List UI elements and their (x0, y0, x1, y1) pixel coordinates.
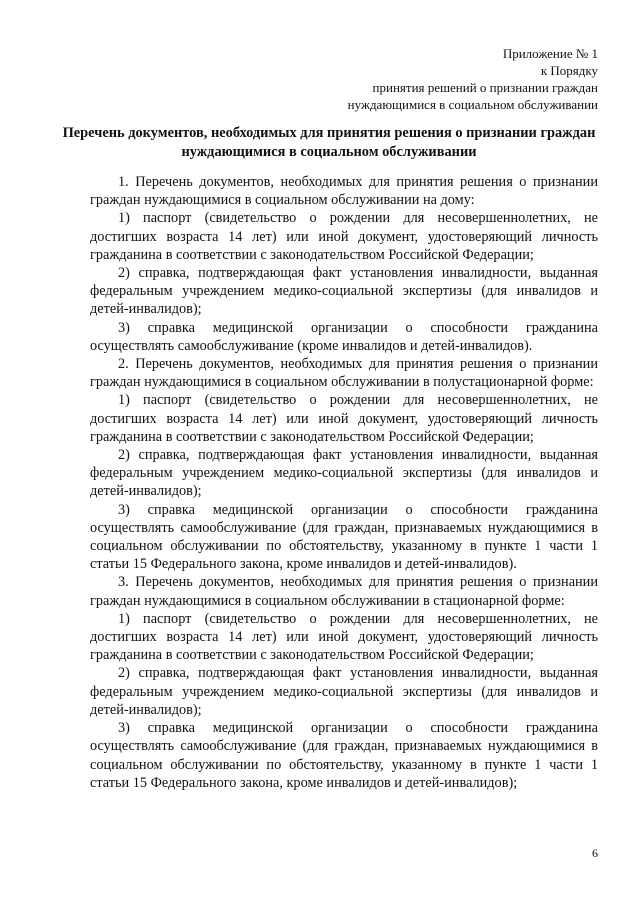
list-item: 1) паспорт (свидетельство о рождении для несовершеннолетних, не достигших возраста 14 лет) или иной документ, удостоверяющий личность гражданина в соответствии с законодательством Российской Федерации; (90, 210, 598, 263)
section-1-heading: 1. Перечень документов, необходимых для принятия решения о признании граждан нуждающимися в социальном обслуживании на дому: (90, 174, 598, 209)
appendix-line: принятия решений о признании граждан (372, 80, 598, 95)
page-number: 6 (592, 846, 598, 860)
appendix-line: к Порядку (540, 63, 598, 78)
list-item: 3) справка медицинской организации о способности гражданина осуществлять самообслуживание (для граждан, признаваемых нуждающимися в социальном обслуживании по обстоятельству, указанному в пункте 1 части 1 статьи 15 Федерального закона, кроме инвалидов и детей-инвалидов). (90, 501, 598, 573)
list-item: 2) справка, подтверждающая факт установления инвалидности, выданная федеральным учреждением медико-социальной экспертизы (для инвалидов и детей-инвалидов); (90, 665, 598, 718)
list-item: 3) справка медицинской организации о способности гражданина осуществлять самообслуживание (для граждан, признаваемых нуждающимися в социальном обслуживании по обстоятельству, указанному в пункте 1 части 1 статьи 15 Федерального закона, кроме инвалидов и детей-инвалидов); (90, 720, 598, 791)
list-item: 1) паспорт (свидетельство о рождении для несовершеннолетних, не достигших возраста 14 лет) или иной документ, удостоверяющий личность гражданина в соответствии с законодательством Российской Федерации; (90, 610, 598, 664)
appendix-line: нуждающимися в социальном обслуживании (347, 97, 598, 112)
list-item: 3) справка медицинской организации о способности гражданина осуществлять самообслуживание (кроме инвалидов и детей-инвалидов). (90, 319, 598, 354)
document-title: Перечень документов, необходимых для принятия решения о признании граждан нуждающимися в социальном обслуживании (62, 125, 596, 160)
section-2-heading: 2. Перечень документов, необходимых для принятия решения о признании граждан нуждающимися в социальном обслуживании в полустационарной форме: (90, 356, 598, 391)
list-item: 1) паспорт (свидетельство о рождении для несовершеннолетних, не достигших возраста 14 лет) или иной документ, удостоверяющий личность гражданина в соответствии с законодательством Российской Федерации; (90, 392, 598, 445)
document-body (90, 173, 598, 792)
appendix-header (348, 45, 598, 113)
list-item: 2) справка, подтверждающая факт установления инвалидности, выданная федеральным учреждением медико-социальной экспертизы (для инвалидов и детей-инвалидов); (90, 447, 598, 500)
appendix-line: Приложение № 1 (502, 46, 598, 61)
list-item: 2) справка, подтверждающая факт установления инвалидности, выданная федеральным учреждением медико-социальной экспертизы (для инвалидов и детей-инвалидов); (90, 265, 598, 318)
section-3-heading: 3. Перечень документов, необходимых для принятия решения о признании граждан нуждающимися в социальном обслуживании в стационарной форме: (90, 574, 598, 609)
